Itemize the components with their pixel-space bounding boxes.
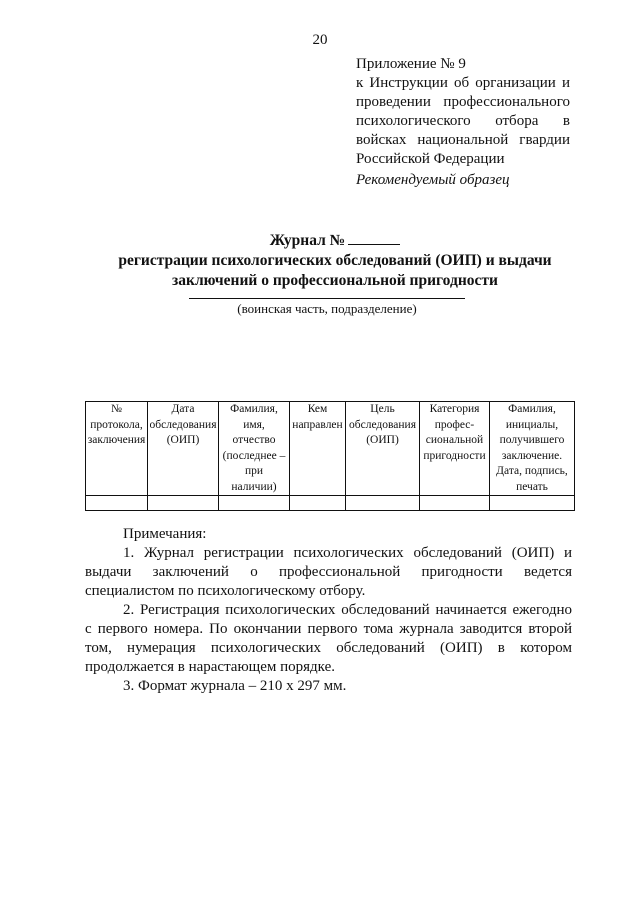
title-journal-label: Журнал № [269,232,346,249]
title-line-2: регистрации психологических обследований (ОИП) и выдачи [118,252,552,269]
table-cell[interactable] [420,496,490,511]
appendix-line: психологического отбора в [356,113,570,129]
journal-table [85,401,575,511]
note-item: 3. Формат журнала – 210 х 297 мм. [123,678,347,694]
column-header-fitness-category: Категория профес- сиональной пригодности [420,402,490,496]
table-cell[interactable] [490,496,575,511]
column-header-full-name: Фамилия, имя, отчество (последнее – при наличии) [219,402,290,496]
table-cell[interactable] [346,496,420,511]
title-line-1 [80,230,590,251]
table-cell[interactable] [219,496,290,511]
appendix-line: Приложение № 9 [356,56,466,72]
appendix-line: войсках национальной гвардии [356,132,570,148]
column-header-recipient-signature: Фамилия, инициалы, получившего заключение. Дата, подпись, печать [490,402,575,496]
journal-number-blank [348,230,400,245]
column-header-protocol-number: № протокола, заключения [86,402,148,496]
note-item: 1. Журнал регистрации психологических обследований (ОИП) и выдачи заключений о профессиональной пригодности ведется специалистом по психологическому отбору. [85,545,572,599]
military-unit-caption: (воинская часть, подразделение) [237,301,417,316]
military-unit-blank-line [189,298,465,299]
appendix-line: к Инструкции об организации и [356,75,570,91]
notes-section [85,525,572,696]
note-item: 2. Регистрация психологических обследований начинается ежегодно с первого номера. По окончании первого тома журнала заводится второй том, нумерация психологических обследований (ОИП) в котором продолжается в нарастающем порядке. [85,602,572,675]
appendix-line: Российской Федерации [356,151,505,167]
column-header-exam-date: Дата обследования (ОИП) [148,402,219,496]
table-row [86,496,575,511]
appendix-line: проведении профессионального [356,94,570,110]
title-line-3: заключений о профессиональной пригодности [172,272,498,289]
table-cell[interactable] [148,496,219,511]
table-cell[interactable] [86,496,148,511]
appendix-block [356,55,570,169]
recommended-sample-label: Рекомендуемый образец [356,172,510,188]
notes-heading: Примечания: [123,526,207,542]
column-header-referred-by: Кем направлен [290,402,346,496]
table-header-row [86,402,575,496]
document-title [80,230,590,291]
table-cell[interactable] [290,496,346,511]
column-header-exam-purpose: Цель обследования (ОИП) [346,402,420,496]
page-number: 20 [312,32,328,48]
